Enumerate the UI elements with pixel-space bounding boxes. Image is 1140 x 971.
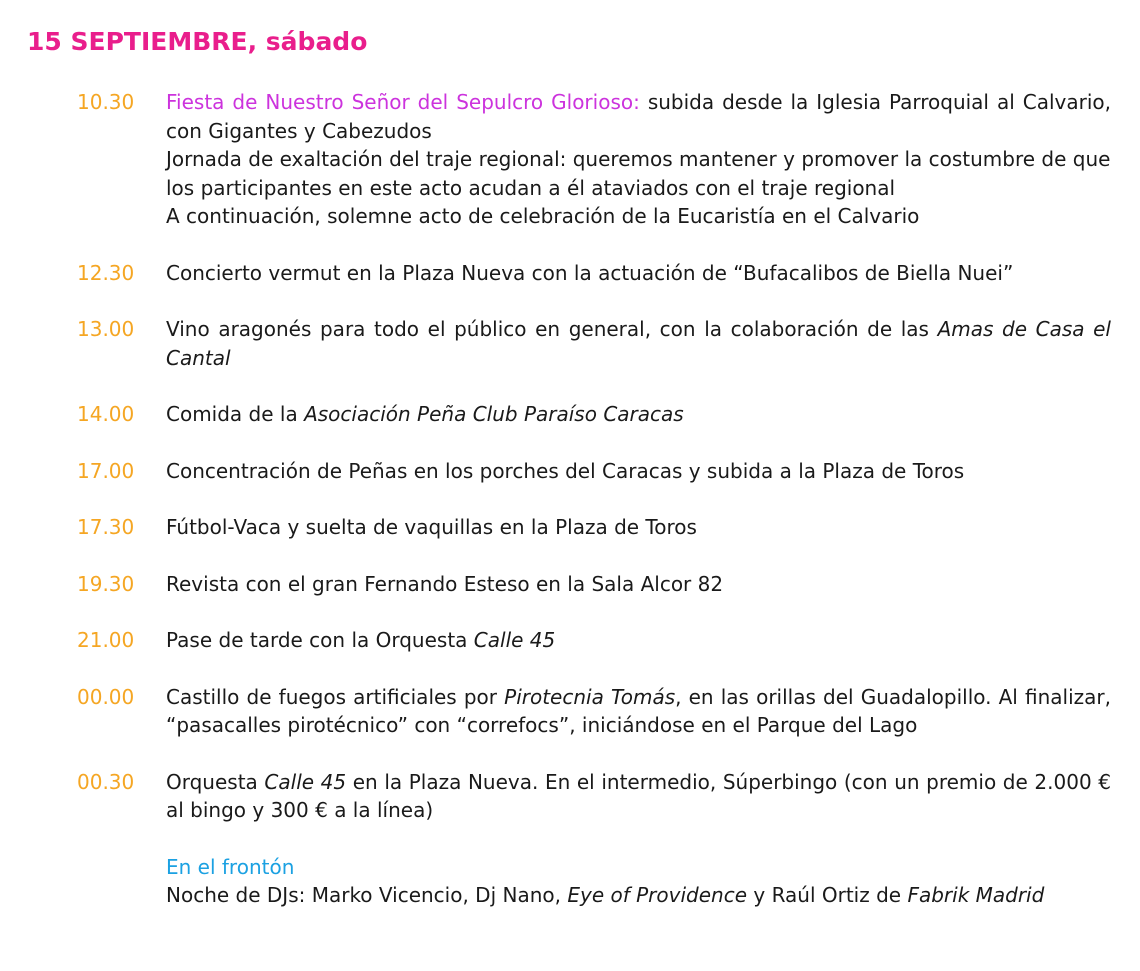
event-time: 21.00 — [77, 628, 135, 652]
event-italic: Calle 45 — [264, 769, 347, 794]
event-text: subida desde la Iglesia Parroquial al Calvario, con Gigantes y Cabezudos — [166, 90, 1111, 143]
event-text: Revista con el gran Fernando Esteso en la Sala Alcor 82 — [166, 571, 724, 596]
event-item — [0, 513, 1140, 542]
event-time: 13.00 — [77, 317, 135, 341]
event-line — [166, 88, 1111, 145]
schedule — [0, 88, 1140, 910]
event-text: Concentración de Peñas en los porches del Caracas y subida a la Plaza de Toros — [166, 458, 965, 483]
event-time: 19.30 — [77, 571, 135, 596]
event-highlight: Fiesta de Nuestro Señor del Sepulcro Glorioso: — [166, 90, 640, 114]
event-italic: Calle 45 — [473, 628, 556, 652]
event-line-3: A continuación, solemne acto de celebración de la Eucaristía en el Calvario — [166, 204, 920, 228]
event-time: 17.00 — [77, 458, 135, 483]
fronton-text — [166, 881, 1111, 910]
event-item — [0, 457, 1140, 486]
event-time: 12.30 — [77, 260, 135, 285]
event-item — [0, 400, 1140, 429]
event-line-2: Jornada de exaltación del traje regional: queremos mantener y promover la costumbre de que los participantes en este acto acudan a él ataviados con el traje regional — [166, 147, 1111, 200]
event-text: Fútbol-Vaca y suelta de vaquillas en la Plaza de Toros — [166, 515, 697, 539]
event-time: 10.30 — [77, 90, 135, 114]
event-text: Orquesta — [166, 769, 265, 794]
event-item — [0, 683, 1140, 740]
event-time: 00.30 — [77, 769, 135, 794]
event-text: Castillo de fuegos artificiales por — [166, 684, 505, 709]
event-description — [166, 570, 1111, 599]
fronton-italic-2: Fabrik Madrid — [907, 883, 1045, 907]
event-text: Concierto vermut en la Plaza Nueva con la actuación de “Bufacalibos de Biella Nuei” — [166, 260, 1014, 285]
event-description — [166, 513, 1111, 542]
event-item — [0, 88, 1140, 231]
event-item — [0, 570, 1140, 599]
event-time: 17.30 — [77, 515, 135, 539]
event-text-2: , en las orillas del Guadalopillo. Al finalizar, “pasacalles pirotécnico” con “correfocs”, iniciándose en el Parque del Lago — [166, 684, 1111, 737]
event-time: 14.00 — [77, 402, 135, 426]
fronton-text-1: Noche de DJs: Marko Vicencio, Dj Nano, — [166, 883, 568, 907]
event-text: Comida de la — [166, 402, 305, 426]
event-item — [0, 259, 1140, 288]
event-description — [166, 88, 1111, 231]
event-item — [0, 626, 1140, 655]
event-time: 00.00 — [77, 684, 135, 709]
event-italic: Amas de Casa el Cantal — [166, 317, 1111, 370]
event-italic: Pirotecnia Tomás — [504, 684, 676, 709]
event-description — [166, 768, 1111, 825]
event-item — [0, 768, 1140, 825]
fronton-section — [166, 853, 1111, 910]
event-description — [166, 315, 1111, 372]
event-text: Pase de tarde con la Orquesta — [166, 628, 474, 652]
event-text-2: en la Plaza Nueva. En el intermedio, Súperbingo (con un premio de 2.000 € al bingo y 300 € a la línea) — [166, 769, 1111, 822]
event-description — [166, 457, 1111, 486]
event-text: Vino aragonés para todo el público en general, con la colaboración de las — [166, 317, 938, 341]
event-description — [166, 400, 1111, 429]
fronton-italic-1: Eye of Providence — [567, 883, 748, 907]
event-italic: Asociación Peña Club Paraíso Caracas — [304, 402, 684, 426]
event-description — [166, 259, 1111, 288]
section-heading: En el frontón — [166, 854, 295, 879]
fronton-text-2: y Raúl Ortiz de — [747, 883, 908, 907]
event-description — [166, 683, 1111, 740]
event-description — [166, 626, 1111, 655]
page-title: 15 SEPTIEMBRE, sábado — [27, 27, 368, 56]
event-item — [0, 315, 1140, 372]
